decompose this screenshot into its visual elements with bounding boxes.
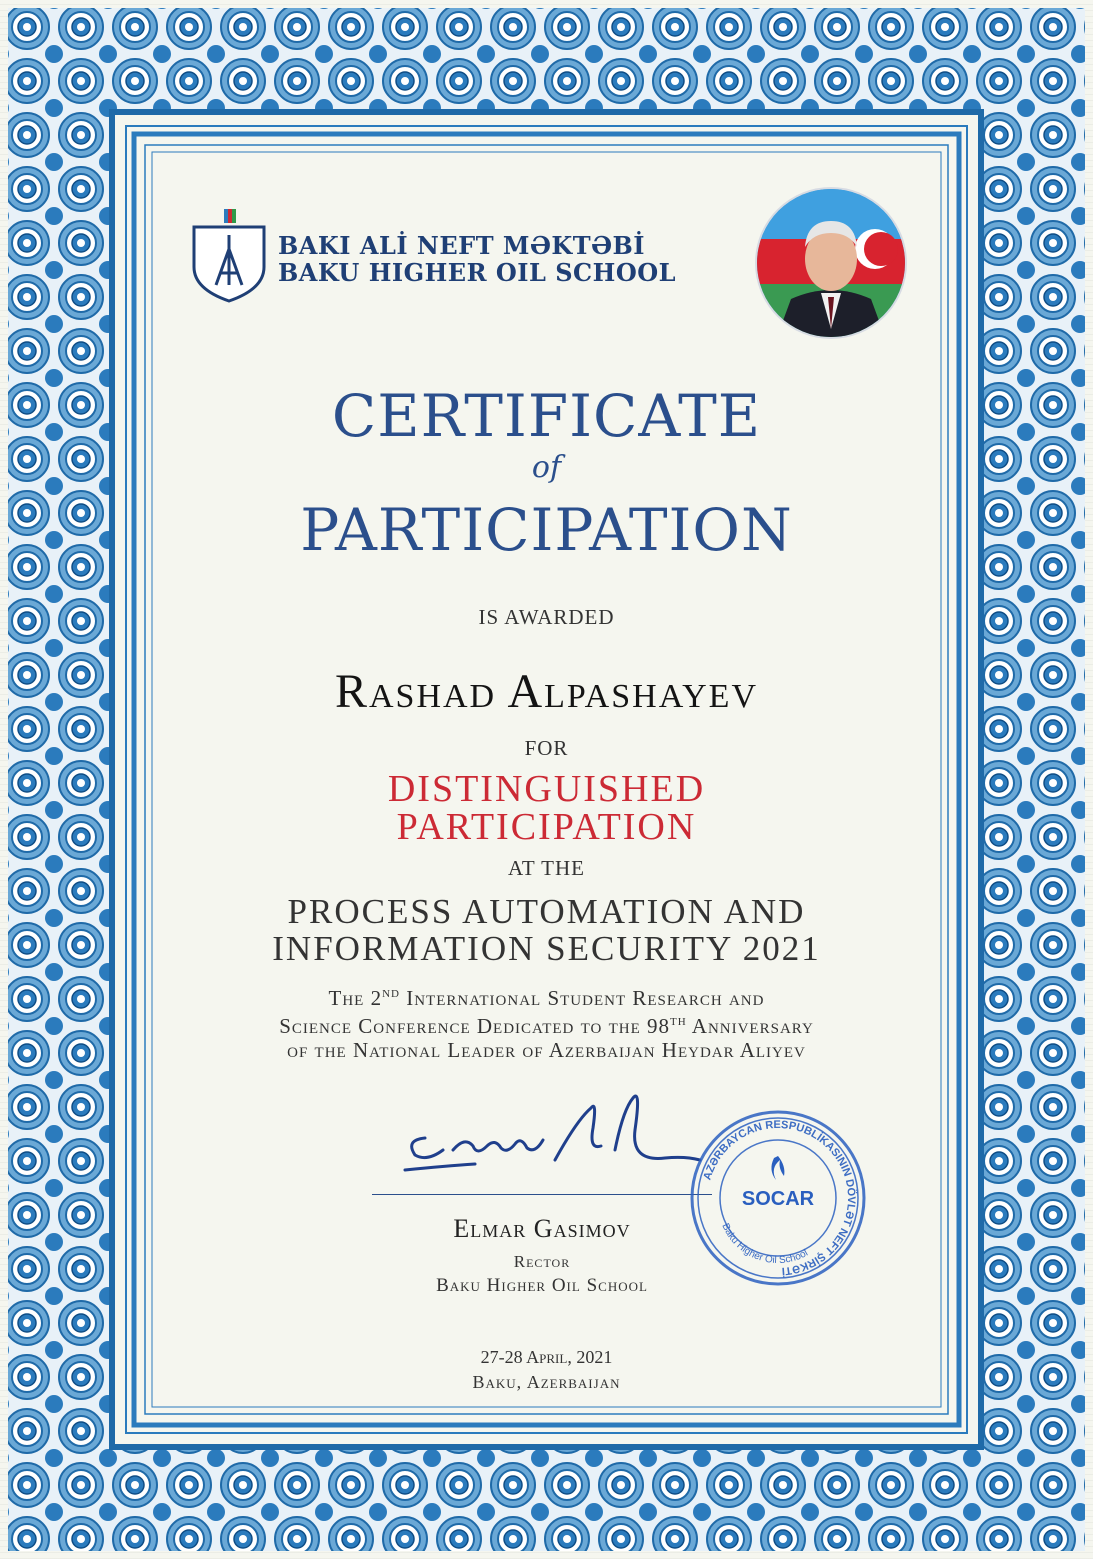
school-name-en: BAKU HIGHER OIL SCHOOL xyxy=(278,258,677,287)
description-line-1 xyxy=(0,982,1093,1010)
awarded-label: IS AWARDED xyxy=(478,605,615,629)
description-line-1-text-a: The 2 xyxy=(328,986,383,1010)
signatory-role: Rector xyxy=(513,1252,571,1271)
portrait-photo xyxy=(755,187,907,339)
event-date: 27-28 April, 2021 xyxy=(480,1347,613,1367)
certificate-title-of: of xyxy=(531,450,562,485)
at-the-label: AT THE xyxy=(508,856,585,880)
distinction-text xyxy=(0,770,1093,846)
portrait-image-icon xyxy=(757,189,905,337)
certificate-subtitle: PARTICIPATION xyxy=(300,496,793,564)
certificate-title: CERTIFICATE xyxy=(331,382,762,450)
recipient-name: Rashad Alpashayev xyxy=(334,665,759,718)
description-line-3: of the National Leader of Azerbaijan Heydar Aliyev xyxy=(287,1038,806,1062)
event-name xyxy=(0,893,1093,967)
description-line-1-sup: ND xyxy=(382,988,400,1000)
description-line-2-sup: TH xyxy=(670,1016,687,1028)
signature-image xyxy=(365,1080,715,1190)
seal-brand-text: SOCAR xyxy=(741,1188,815,1210)
signature-line xyxy=(372,1194,712,1195)
distinction-line-1: DISTINGUISHED xyxy=(387,768,706,810)
school-logo-icon xyxy=(188,205,270,303)
description-line-2-text-a: Science Conference Dedicated to the 98 xyxy=(279,1014,671,1038)
description-line-2-text-b: Anniversary xyxy=(686,1014,814,1038)
event-name-line-1: PROCESS AUTOMATION AND xyxy=(287,892,806,931)
for-label: FOR xyxy=(524,736,569,760)
svg-text:Baku Higher Oil School xyxy=(719,1222,810,1266)
school-name xyxy=(278,232,676,286)
school-name-az: BAKI ALİ NEFT MƏKTƏBİ xyxy=(278,231,646,260)
seal-ring-text: AZƏRBAYCAN RESPUBLİKASININ DÖVLƏT NEFT ŞİRKƏTİ xyxy=(701,1118,858,1277)
distinction-line-2: PARTICIPATION xyxy=(396,806,697,848)
signatory-name: Elmar Gasimov xyxy=(453,1214,631,1243)
description-line-2 xyxy=(0,1010,1093,1038)
description-line-1-text-b: International Student Research and xyxy=(399,986,765,1010)
signatory-institution: Baku Higher Oil School xyxy=(436,1275,648,1296)
socar-seal-icon xyxy=(688,1108,868,1288)
event-description xyxy=(0,982,1093,1062)
event-place: Baku, Azerbaijan xyxy=(472,1372,621,1392)
seal-inner-text: Baku Higher Oil School xyxy=(719,1221,810,1267)
event-name-line-2: INFORMATION SECURITY 2021 xyxy=(272,929,821,968)
